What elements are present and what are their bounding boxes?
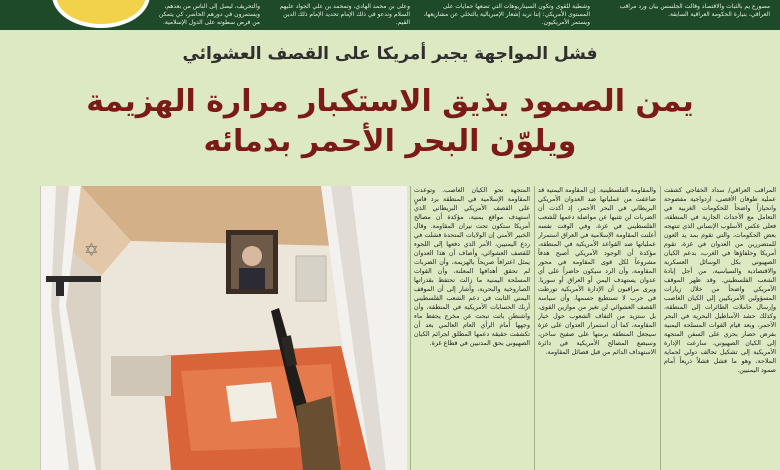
article-subtitle: فشل المواجهة يجبر أمريكا على القصف العشوائي xyxy=(182,44,598,64)
top-column-2: وشطية للقوى وتكون السيناريوهات التي تضعها حمايات على المستوى الأمريكي: إننا نريد إشعار الإمبريالية بالتخلي عن مشاريعها، ويستمر الأمريكيون. xyxy=(423,3,590,26)
body-column-2: والمقاومة الفلسطينية. إن المقاومة اليمنية قد ضاعفت من عملياتها ضد العدوان الأمريكي البريطاني في البحر الأحمر، إذ أكدت أن الضربات لن تثنيها عن مواصلة دعمها للشعب الفلسطيني في غزة، وفي الوقت نفسه أعلنت المقاومة الإسلامية في العراق استمرار عملياتها ضد القواعد الأمريكية في المنطقة، مؤكدة أن الوجود الأمريكي أصبح هدفاً مشروعاً لكل قوى المقاومة في محور المقاومة، وأن الرد سيكون حاضراً على أي عدوان يستهدف اليمن أو العراق أو سوريا. ويرى مراقبون أن الإدارة الأمريكية تورطت في حرب لا تستطيع حسمها، وأن سياسة القصف العشوائي لن تغير من موازين القوى، بل ستزيد من التفاف الشعوب حول خيار المقاومة، كما أن استمرار العدوان على غزة سيجعل المنطقة برمتها على صفيح ساخن، وسيضع المصالح الأمريكية في دائرة الاستهداف الدائم من قبل فصائل المقاومة. xyxy=(538,187,656,356)
top-column-3: وعلى بن محمد الهادي، وتمحمد بن علي الجواد عليهم السلام وندعو في ذلك الإمام تحديد الإمام ذلك الدين القيم. xyxy=(279,3,410,26)
svg-text:✡: ✡ xyxy=(83,240,99,261)
body-column-1: المراقب العراقي/ سداد الخفاجي كشفت عملية طوفان الأقصى، ازدواجية مفضوحة وانحيازاً واضحاً للحكومات الغربية في التعامل مع الأحداث الجارية في المنطقة، فعلى عكس الأسلوب الإنساني الذي تنتهجه بعض الحكومات، والتي تقوم بمد يد العون للمتضررين من العدوان في غزة، تقوم أمريكا وحلفاؤها في الغرب، بدعم الكيان الصهيوني بكل الوسائل العسكرية والاقتصادية والسياسية، من أجل إبادة الشعب الفلسطيني. وقد ظهر الموقف الأمريكي واضحاً من خلال زيارات المسؤولين الأمريكيين إلى الكيان الغاصب وإرسال حاملات الطائرات إلى المنطقة، وكذلك حشد الأساطيل البحرية في البحر الأحمر، وبعد قيام القوات المسلحة اليمنية بفرض حصار بحري على السفن المتجهة إلى الكيان الصهيوني، سارعت الإدارة الأمريكية إلى تشكيل تحالف دولي لحماية الملاحة، وهو ما فشل فشلاً ذريعاً أمام صمود اليمنيين. xyxy=(664,187,776,374)
body-column-3: المتجهة نحو الكيان الغاصب. وتوعدت المقاومة الإسلامية في المنطقة برد قاسٍ على القصف الأمريكي البريطاني الذي استهدف مواقع يمنية، مؤكدة أن مصالح أمريكا ستكون تحت نيران المقاومة. وقال الخبير الأمني إن الولايات المتحدة فشلت في ردع اليمنيين، الأمر الذي دفعها إلى اللجوء للقصف العشوائي، وأضاف أن هذا العدوان يمثل اعترافاً صريحاً بالهزيمة، وأن الضربات لم تحقق أهدافها المعلنة، وأن القوات المسلحة اليمنية ما زالت تحتفظ بقدراتها الصاروخية والبحرية، وأشار إلى أن الموقف اليمني الثابت في دعم الشعب الفلسطيني أربك الحسابات الأمريكية في المنطقة، وأن واشنطن باتت تبحث عن مخرج يحفظ ماء وجهها أمام الرأي العام العالمي بعد أن تكشفت حقيقة دعمها المطلق لجرائم الكيان الصهيوني بحق المدنيين في قطاع غزة. xyxy=(414,187,530,347)
column-divider xyxy=(660,186,661,470)
photo-illustration xyxy=(41,186,407,470)
article-photo xyxy=(40,186,407,470)
top-column-4: والتحريف، ليصل إلى الناس من بعدهم، ويستمرون في دورهم الحاضر، كي يتمكن من فرض سطوته على الدول الإسلامية. xyxy=(158,3,260,26)
top-column-1: مصورع يم بالثبات والاقتصاد وقالت الجلسس بيان ورد مراقب العراقي، بنيارة الحكومة العراقية السابقة. xyxy=(619,3,770,18)
column-divider xyxy=(410,186,411,470)
article-headline: يمن الصمود يذيق الاستكبار مرارة الهزيمة ويلوّن البحر الأحمر بدمائه xyxy=(86,84,694,159)
column-divider xyxy=(534,186,535,470)
